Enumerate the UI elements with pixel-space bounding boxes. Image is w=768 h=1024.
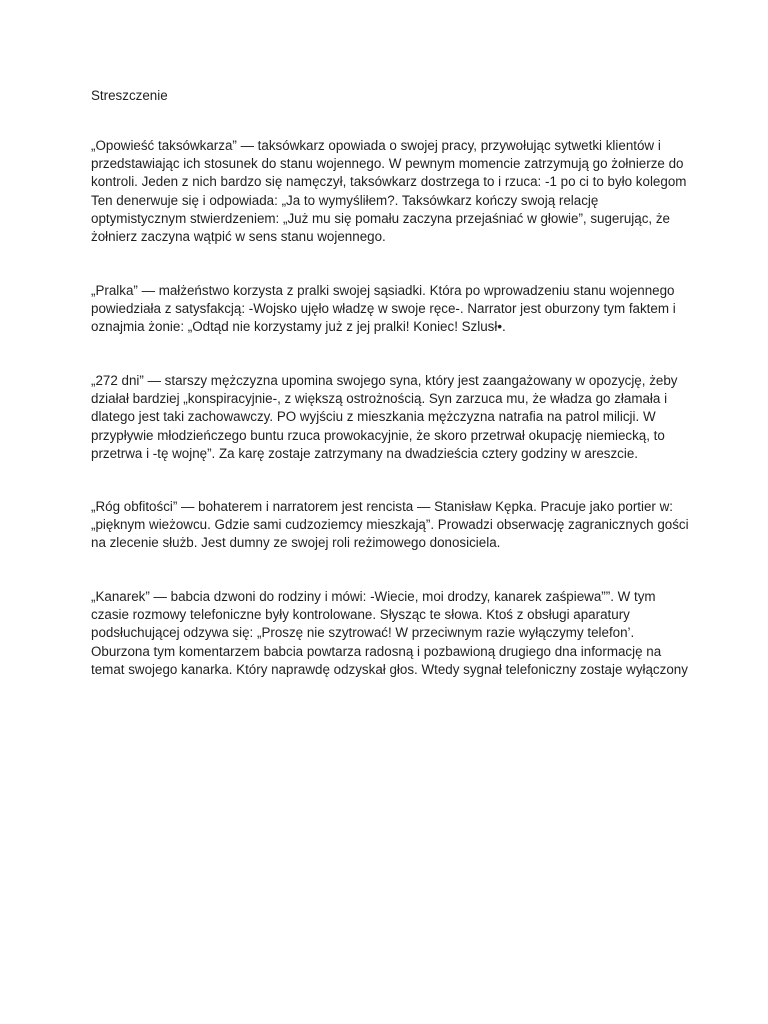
paragraph-opowiesc-taksowkarza <box>91 137 691 246</box>
paragraph-line: „Pralka” — małżeństwo korzysta z pralki swojej sąsiadki. Która po wprowadzeniu stanu wojennego <box>91 283 675 298</box>
paragraph-line: kontroli. Jeden z nich bardzo się namęczył, taksówkarz dostrzega to i rzuca: -1 po ci to było kolegom <box>91 174 687 190</box>
paragraph-line: „272 dni” — starszy mężczyzna upomina swojego syna, który jest zaangażowany w opozycję, żeby <box>91 373 678 388</box>
paragraph-line: przetrwa i -tę wojnę”. Za karę zostaje zatrzymany na dwadzieścia cztery godziny w areszcie. <box>91 445 638 461</box>
paragraph-line: żołnierz zaczyna wątpić w sens stanu wojennego. <box>91 228 386 244</box>
paragraph-line: przypływie młodzieńczego buntu rzuca prowokacyjnie, że skoro przetrwał okupację niemiecką, to <box>91 427 665 443</box>
paragraph-line: „pięknym wieżowcu. Gdzie sami cudzoziemcy mieszkają”. Prowadzi obserwację zagranicznych gości <box>91 517 689 533</box>
paragraph-line: działał bardziej „konspiracyjnie-, z większą ostrożnością. Syn zarzuca mu, że władza go złamała i <box>91 391 668 407</box>
paragraph-line: na zlecenie służb. Jest dumny ze swojej roli reżimowego donosiciela. <box>91 535 501 551</box>
paragraph-272-dni <box>91 372 691 463</box>
paragraph-line: „Kanarek” — babcia dzwoni do rodziny i mówi: -Wiecie, moi drodzy, kanarek zaśpiewa””. W tym <box>91 589 656 604</box>
document-title: Streszczenie <box>91 88 168 103</box>
paragraph-line: czasie rozmowy telefoniczne były kontrolowane. Słysząc te słowa. Ktoś z obsługi aparatury <box>91 607 630 623</box>
paragraph-line: Ten denerwuje się i odpowiada: „Ja to wymyśliłem?. Taksówkarz kończy swoją relację <box>91 192 599 208</box>
paragraph-rog-obfitosci <box>91 498 691 553</box>
paragraph-line: „Opowieść taksówkarza” — taksówkarz opowiada o swojej pracy, przywołując sytwetki klientów i <box>91 138 661 153</box>
paragraph-line: oznajmia żonie: „Odtąd nie korzystamy już z jej pralki! Koniec! Szlusł•. <box>91 319 506 335</box>
paragraph-line: powiedziała z satysfakcją: -Wojsko ujęło władzę w swoje ręce-. Narrator jest oburzony tym faktem i <box>91 301 676 317</box>
paragraph-pralka <box>91 282 691 337</box>
paragraph-line: Oburzona tym komentarzem babcia powtarza radosną i pozbawioną drugiego dna informację na <box>91 643 662 659</box>
paragraph-line: temat swojego kanarka. Który naprawdę odzyskał głos. Wtedy sygnał telefoniczny zostaje wyłączony <box>91 661 688 677</box>
paragraph-line: „Róg obfitości” — bohaterem i narratorem jest rencista — Stanisław Kępka. Pracuje jako portier w: <box>91 499 673 514</box>
paragraph-line: optymistycznym stwierdzeniem: „Już mu się pomału zaczyna przejaśniać w głowie”, sugerując, że <box>91 210 670 226</box>
paragraph-kanarek <box>91 588 691 679</box>
paragraph-line: dlatego jest taki zachowawczy. PO wyjściu z mieszkania mężczyzna natrafia na patrol milicji. W <box>91 409 656 425</box>
paragraph-line: przedstawiając ich stosunek do stanu wojennego. W pewnym momencie zatrzymują go żołnierze do <box>91 156 684 172</box>
paragraph-line: podsłuchującej odzywa się: „Proszę nie szytrować! W przeciwnym razie wyłączymy telefon’. <box>91 625 635 641</box>
